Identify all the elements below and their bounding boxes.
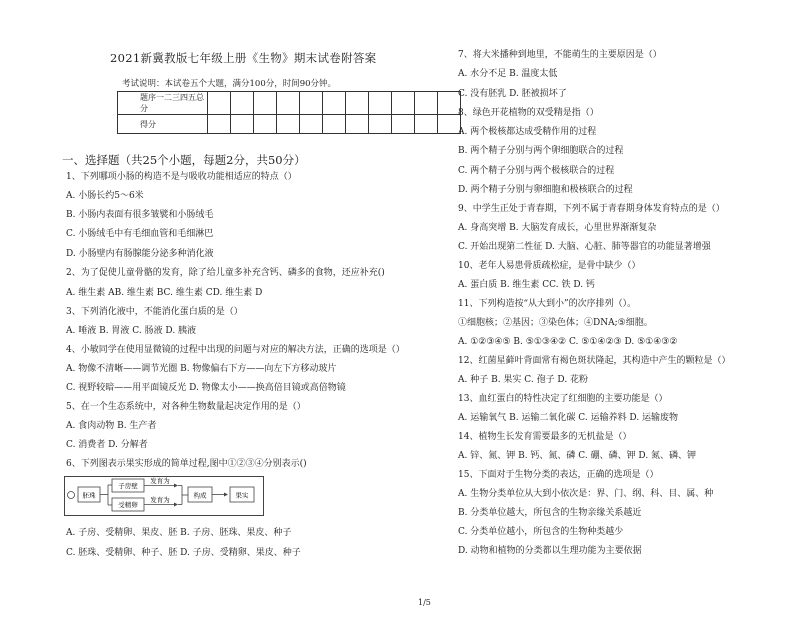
compose-label: 构成 xyxy=(193,491,207,500)
score-table-row xyxy=(118,115,461,134)
question-line: 13、血红蛋白的特性决定了红细胞的主要功能是（） xyxy=(458,394,668,404)
question-line: D. 两个精子分别与卵细胞和极核联合的过程 xyxy=(458,185,633,195)
score-cell xyxy=(346,115,369,134)
question-line: A. 水分不足 B. 温度太低 xyxy=(458,69,558,79)
score-cell xyxy=(254,92,277,115)
question-line: D. 动物和植物的分类都以生理功能为主要依据 xyxy=(458,546,642,556)
question-line: 12、红菌星藓叶背面常有褐色斑状隆起，其构造中产生的颗粒是（） xyxy=(458,356,731,366)
score-cell xyxy=(415,92,438,115)
question-line: ①细胞核；②基因；③染色体；④DNA;⑤细胞。 xyxy=(458,318,653,328)
question-line: B. 分类单位越大，所包含的生物亲缘关系越近 xyxy=(458,508,642,518)
score-cell xyxy=(415,115,438,134)
score-cell xyxy=(231,115,254,134)
exam-note: 考试说明：本试卷五个大题，满分100分，时间90分钟。 xyxy=(122,79,337,89)
question-line: A. 唾液 B. 胃液 C. 肠液 D. 胰液 xyxy=(66,326,197,336)
ovary-wall-label: 子房壁 xyxy=(118,482,138,490)
score-cell xyxy=(277,115,300,134)
question-line: 10、老年人易患骨质疏松症，是骨中缺少（） xyxy=(458,261,641,271)
question-line: C. 没有胚乳 D. 胚被损坏了 xyxy=(458,89,567,99)
question-line: 6、下列图表示果实形成的简单过程,图中①②③④分别表示() xyxy=(66,459,307,469)
question-line: A. 小肠长约5～6米 xyxy=(66,191,144,201)
question-line: 8、绿色开花植物的双受精是指（） xyxy=(458,108,599,118)
score-table xyxy=(117,91,461,134)
score-cell xyxy=(300,92,323,115)
score-row-label: 得分 xyxy=(118,115,208,134)
score-row-label: 题序一二三四五总分 xyxy=(118,92,208,115)
score-cell xyxy=(323,115,346,134)
question-line: C. 胚珠、受精卵、种子、胚 D. 子房、受精卵、果皮、种子 xyxy=(66,548,301,558)
question-line: A. 种子 B. 果实 C. 孢子 D. 花粉 xyxy=(458,375,589,385)
question-line: A. 身高突增 B. 大脑发育成长，心里世界渐渐复杂 xyxy=(458,223,657,233)
score-cell xyxy=(346,92,369,115)
question-line: A. 锌、氮、钾 B. 钙、氮、磷 C. 硼、磷、钾 D. 氮、磷、钾 xyxy=(458,451,697,461)
question-line: A. ①②③④⑤ B. ⑤①③④② C. ⑤①④②③ D. ⑤①④③② xyxy=(458,337,678,347)
page-number: 1/5 xyxy=(418,598,431,607)
question-line: B. 小肠内表面有很多皱襞和小肠绒毛 xyxy=(66,210,214,220)
question-line: 7、将大米播种到地里，不能萌生的主要原因是（） xyxy=(458,50,662,60)
score-cell xyxy=(392,115,415,134)
score-cell xyxy=(231,92,254,115)
question-line: B. 两个精子分别与两个卵细胞联合的过程 xyxy=(458,146,624,156)
score-cell xyxy=(208,92,231,115)
question-line: 15、下面对于生物分类的表达，正确的选项是（） xyxy=(458,470,659,480)
fruit-formation-diagram xyxy=(64,476,264,516)
question-line: 3、下列消化液中，不能消化蛋白质的是（） xyxy=(66,307,243,317)
question-line: C. 消费者 D. 分解者 xyxy=(66,440,148,450)
score-cell xyxy=(277,92,300,115)
question-line: A. 生物分类单位从大到小依次是：界、门、纲、科、目、属、种 xyxy=(458,489,714,499)
zygote-label: 受精卵 xyxy=(118,501,138,509)
question-line: A. 两个极核都达成受精作用的过程 xyxy=(458,127,597,137)
question-line: A. 子房、受精卵、果皮、胚 B. 子房、胚珠、果皮、种子 xyxy=(66,528,292,538)
section-header: 一、选择题（共25个小题，每题2分，共50分） xyxy=(62,153,306,167)
score-cell xyxy=(300,115,323,134)
score-cell xyxy=(208,115,231,134)
score-cell xyxy=(369,115,392,134)
question-line: 11、下列构造按“从大到小”的次序排列（）。 xyxy=(458,299,637,309)
question-line: C. 开始出现第二性征 D. 大脑、心脏、肺等器官的功能显著增强 xyxy=(458,242,711,252)
question-line: C. 视野较暗——用平面镜反光 D. 物像太小——换高倍目镜或高倍物镜 xyxy=(66,383,346,393)
question-line: A. 物像不清晰——调节光圈 B. 物像偏右下方——向左下方移动玻片 xyxy=(66,364,337,374)
question-line: A. 食肉动物 B. 生产者 xyxy=(66,421,157,431)
question-line: C. 两个精子分别与两个极核联合的过程 xyxy=(458,166,615,176)
score-cell xyxy=(369,92,392,115)
question-line: 5、在一个生态系统中，对各种生物数量起决定作用的是（） xyxy=(66,402,306,412)
circle-1-marker xyxy=(68,492,75,499)
score-cell xyxy=(323,92,346,115)
question-line: C. 分类单位越小，所包含的生物种类越少 xyxy=(458,527,624,537)
lower-arrow-label: 发育为 xyxy=(150,496,170,504)
upper-arrow-label: 发育为 xyxy=(150,477,170,485)
score-cell xyxy=(392,92,415,115)
ovule-label: 胚珠 xyxy=(82,491,96,500)
question-line: D. 小肠壁内有肠腺能分泌多种消化液 xyxy=(66,249,214,259)
fruit-label: 果实 xyxy=(235,491,249,500)
score-cell xyxy=(254,115,277,134)
question-line: A. 运输氧气 B. 运输二氧化碳 C. 运输养料 D. 运输废物 xyxy=(458,413,679,423)
question-line: A. 蛋白质 B. 维生素 CC. 铁 D. 钙 xyxy=(458,280,595,290)
score-table-row xyxy=(118,92,461,115)
question-line: A. 维生素 AB. 维生素 BC. 维生素 CD. 维生素 D xyxy=(66,288,263,298)
question-line: C. 小肠绒毛中有毛细血管和毛细淋巴 xyxy=(66,229,214,239)
question-line: 14、植物生长发育需要最多的无机盐是（） xyxy=(458,432,632,442)
question-line: 2、为了促使儿童骨骼的发育，除了给儿童多补充含钙、磷多的食物，还应补充() xyxy=(66,268,385,278)
question-line: 9、中学生正处于青春期，下列不属于青春期身体发育特点的是（） xyxy=(458,204,725,214)
question-line: 4、小敏同学在使用显微镜的过程中出现的问题与对应的解决方法，正确的选项是（） xyxy=(66,345,405,355)
exam-title: 2021新冀教版七年级上册《生物》期末试卷附答案 xyxy=(110,51,377,65)
question-line: 1、下列哪项小肠的构造不是与吸收功能相适应的特点（） xyxy=(66,172,297,182)
